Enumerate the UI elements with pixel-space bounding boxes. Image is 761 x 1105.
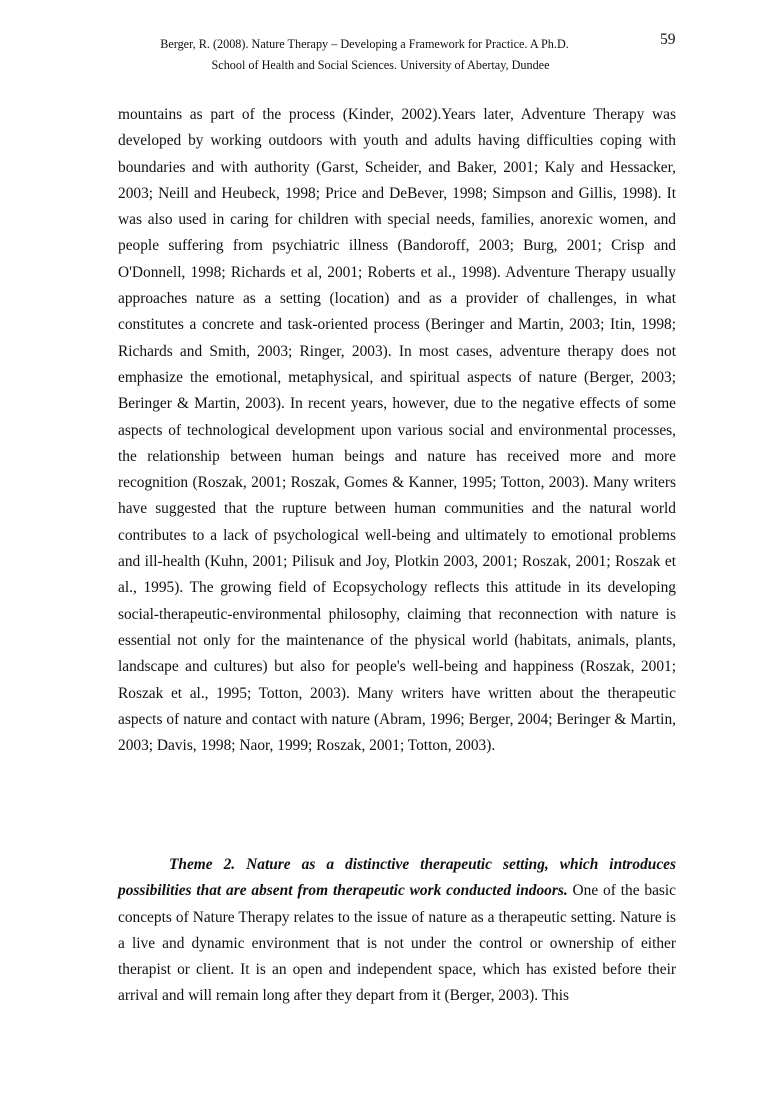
- body-paragraph-1: [118, 102, 676, 759]
- paragraph-body: One of the basic concepts of Nature Therapy relates to the issue of nature as a therapeutic setting. Nature is a live and dynamic environment that is not under the control or ownership of either therapist or client. It is an open and independent space, which has existed before their arrival and will remain long after they depart from it (Berger, 2003). This: [118, 882, 676, 1005]
- paragraph-text: mountains as part of the process (Kinder, 2002).Years later, Adventure Therapy was developed by working outdoors with youth and adults having difficulties coping with boundaries and with authority (Garst, Scheider, and Baker, 2001; Kaly and Hessacker, 2003; Neill and Heubeck, 1998; Price and DeBever, 1998; Simpson and Gillis, 1998). It was also used in caring for children with special needs, families, anorexic women, and people suffering from psychiatric illness (Bandoroff, 2003; Burg, 2001; Crisp and O'Donnell, 1998; Richards et al, 2001; Roberts et al., 1998). Adventure Therapy usually approaches nature as a setting (location) and as a provider of challenges, in what constitutes a concrete and task-oriented process (Beringer and Martin, 2003; Itin, 1998; Richards and Smith, 2003; Ringer, 2003). In most cases, adventure therapy does not emphasize the emotional, metaphysical, and spiritual aspects of nature (Berger, 2003; Beringer & Martin, 2003). In recent years, however, due to the negative effects of some aspects of technological development upon various social and environmental processes, the relationship between human beings and nature has received more and more recognition (Roszak, 2001; Roszak, Gomes & Kanner, 1995; Totton, 2003). Many writers have suggested that the rupture between human communities and the natural world contributes to a lack of psychological well-being and ultimately to emotional problems and ill-health (Kuhn, 2001; Pilisuk and Joy, Plotkin 2003, 2001; Roszak, 2001; Roszak et al., 1995). The growing field of Ecopsychology reflects this attitude in its developing social-therapeutic-environmental philosophy, claiming that reconnection with nature is essential not only for the maintenance of the physical world (habitats, animals, plants, landscape and cultures) but also for people's well-being and happiness (Roszak, 2001; Roszak et al., 1995; Totton, 2003). Many writers have written about the therapeutic aspects of nature and contact with nature (Abram, 1996; Berger, 2004; Beringer & Martin, 2003; Davis, 1998; Naor, 1999; Roszak, 2001; Totton, 2003).: [118, 106, 676, 755]
- paragraph-text: [118, 852, 676, 1010]
- running-header: [0, 34, 761, 76]
- header-citation: Berger, R. (2008). Nature Therapy – Developing a Framework for Practice. A Ph.D.: [160, 37, 569, 51]
- page-number: 59: [660, 31, 676, 48]
- theme-heading: Theme 2. Nature as a distinctive therapeutic setting, which introduces possibilities that are absent from therapeutic work conducted indoors.: [118, 856, 676, 900]
- header-institution: School of Health and Social Sciences. University of Abertay, Dundee: [211, 58, 550, 72]
- body-paragraph-2: [118, 852, 676, 1010]
